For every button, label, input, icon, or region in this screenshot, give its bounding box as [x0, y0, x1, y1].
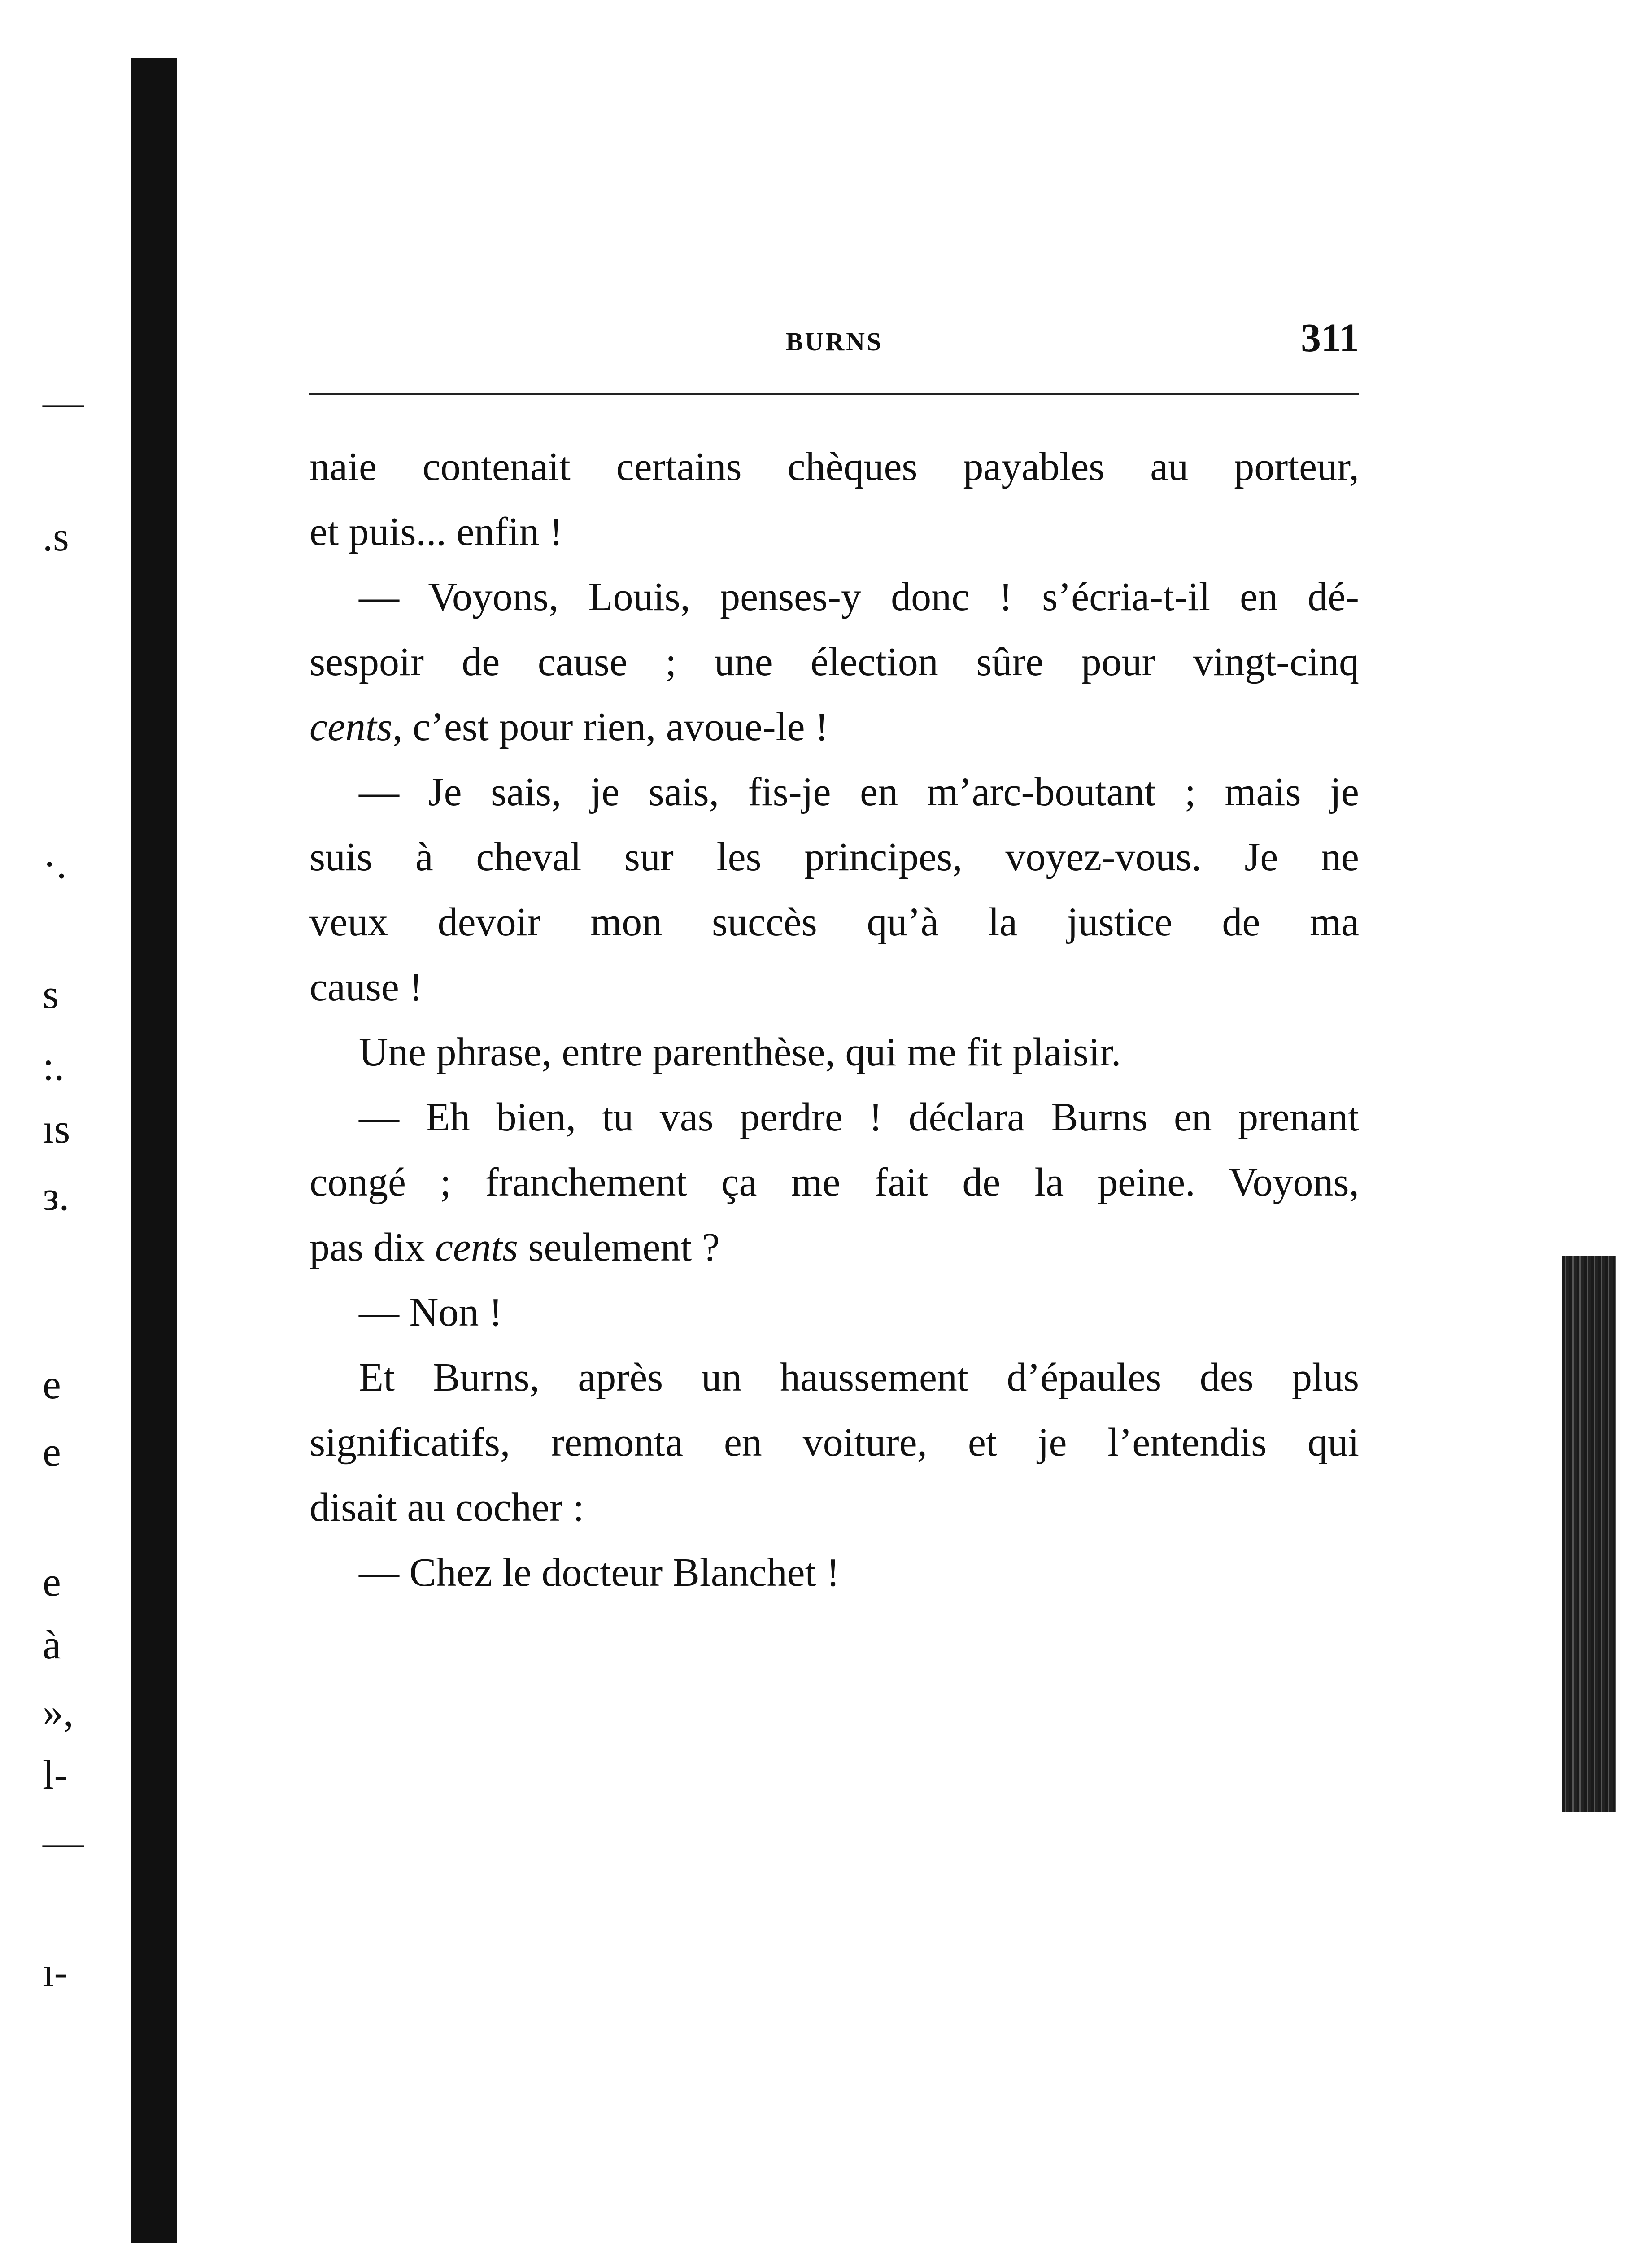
- text-segment: — Je sais, je sais, fis-je en m’arc-boutant ; mais je: [359, 770, 1359, 814]
- margin-fragment: »,: [43, 1689, 74, 1735]
- text-line: [309, 629, 1359, 694]
- margin-fragment: .s: [43, 514, 69, 559]
- text-line: [309, 434, 1359, 499]
- margin-fragment: з.: [43, 1173, 70, 1219]
- text-line: [309, 759, 1359, 825]
- text-segment: significatifs, remonta en voiture, et je l’entendis qui: [309, 1420, 1359, 1465]
- text-line: [309, 1345, 1359, 1410]
- margin-fragment: l-: [43, 1752, 68, 1798]
- text-segment: Une phrase, entre parenthèse, qui me fit plaisir.: [359, 1030, 1121, 1074]
- book-spine-shadow: [131, 58, 177, 2243]
- page-header: [309, 310, 1359, 363]
- text-line: [309, 1410, 1359, 1475]
- text-segment: suis à cheval sur les principes, voyez-vous. Je ne: [309, 835, 1359, 879]
- text-line: [309, 825, 1359, 890]
- text-segment: cause !: [309, 965, 423, 1009]
- text-segment: Et Burns, après un haussement d’épaules des plus: [359, 1355, 1359, 1400]
- text-line: [309, 890, 1359, 955]
- text-segment: sespoir de cause ; une élection sûre pour vingt-cinq: [309, 640, 1359, 684]
- margin-fragment: ıs: [43, 1106, 70, 1152]
- text-segment: disait au cocher :: [309, 1485, 584, 1530]
- text-line: [309, 1540, 1359, 1605]
- text-line: [309, 499, 1359, 564]
- italic-word: cents: [309, 705, 392, 749]
- text-line: [309, 1085, 1359, 1150]
- body-text: [309, 434, 1359, 1605]
- text-line: [309, 1020, 1359, 1085]
- text-segment: et puis... enfin !: [309, 510, 563, 554]
- text-segment: veux devoir mon succès qu’à la justice de ma: [309, 900, 1359, 944]
- text-line: [309, 1280, 1359, 1345]
- margin-fragment: ı-: [43, 1949, 68, 1995]
- margin-fragment: ·.: [43, 841, 67, 887]
- margin-fragment: :.: [43, 1043, 65, 1089]
- text-line: [309, 1150, 1359, 1215]
- margin-fragment: à: [43, 1622, 61, 1667]
- margin-fragment: —: [43, 1819, 84, 1865]
- running-head: BURNS: [785, 327, 883, 356]
- margin-fragment: e: [43, 1362, 61, 1407]
- text-line: [309, 564, 1359, 629]
- text-segment: naie contenait certains chèques payables au porteur,: [309, 445, 1359, 489]
- text-segment: congé ; franchement ça me fait de la peine. Voyons,: [309, 1160, 1359, 1204]
- italic-word: cents: [435, 1225, 518, 1270]
- scan-edge-bar: [1562, 1256, 1616, 1812]
- text-segment: , c’est pour rien, avoue-le !: [392, 705, 828, 749]
- margin-fragment: s: [43, 971, 59, 1017]
- margin-fragment: e: [43, 1429, 61, 1475]
- text-segment: pas dix: [309, 1225, 435, 1270]
- text-line: [309, 694, 1359, 759]
- text-line: [309, 955, 1359, 1020]
- text-segment: — Chez le docteur Blanchet !: [359, 1550, 840, 1595]
- page-number: 311: [1300, 316, 1359, 360]
- text-segment: seulement ?: [518, 1225, 720, 1270]
- text-line: [309, 1215, 1359, 1280]
- margin-fragment: e: [43, 1559, 61, 1605]
- header-rule: [309, 393, 1359, 395]
- facing-page-fragments: [0, 0, 130, 2243]
- text-segment: — Non !: [359, 1290, 502, 1335]
- text-line: [309, 1475, 1359, 1540]
- text-segment: — Voyons, Louis, penses-y donc ! s’écria-t-il en dé-: [359, 575, 1359, 619]
- text-segment: — Eh bien, tu vas perdre ! déclara Burns en prenant: [359, 1095, 1359, 1139]
- margin-fragment: —: [43, 379, 84, 425]
